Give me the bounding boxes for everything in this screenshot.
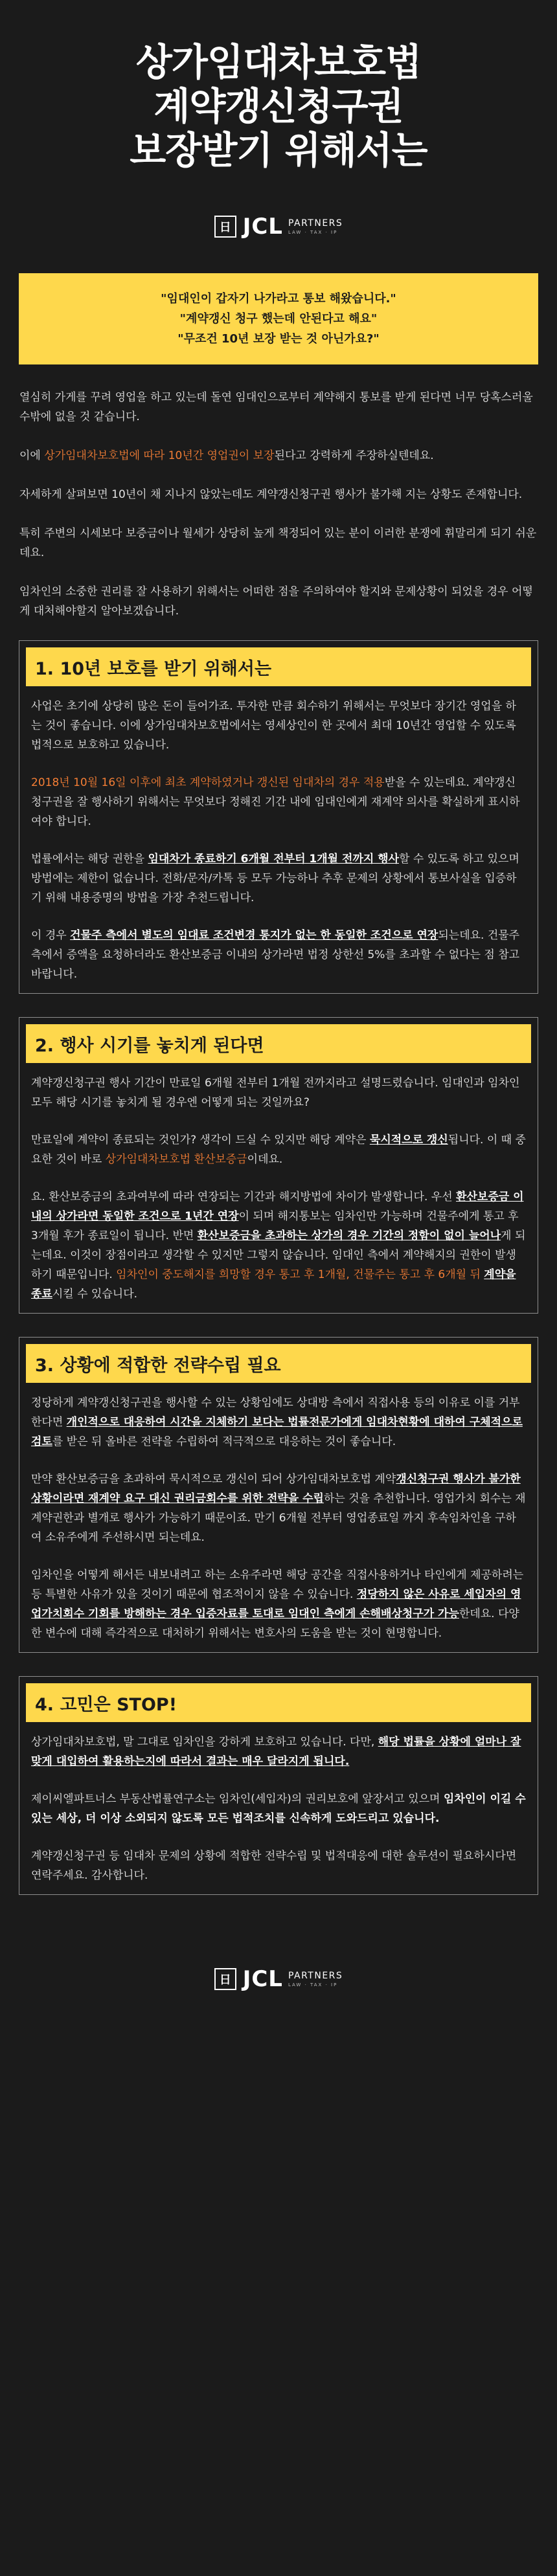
intro-paragraph-4: 특히 주변의 시세보다 보증금이나 월세가 상당히 높게 책정되어 있는 분이 이러한 분쟁에 휘말리게 되기 쉬운데요. xyxy=(19,527,537,559)
text-span: 하는 것을 추천합니다. 영업가치 회수는 재계약권한과 별개로 행사가 가능하기 때문이죠. 만기 6개월 전부터 영업종료일 까지 후속임차인을 구하여 소유주에게 주선하시면 되는데요. xyxy=(31,1492,526,1544)
text-span: 요. 환산보증금의 초과여부에 따라 연장되는 기간과 해지방법에 차이가 발생합니다. 우선 xyxy=(31,1191,457,1204)
underlined-text: 임대차가 종료하기 6개월 전부터 1개월 전까지 행사 xyxy=(148,853,400,866)
text-span: 임차인을 어떻게 해서든 내보내려고 하는 소유주라면 해당 공간을 직접사용하거나 타인에게 제공하려는 등 특별한 사유가 있을 것이기 때문에 협조적이지 않을 수 있습니다. xyxy=(31,1569,524,1601)
intro-paragraph-5: 임차인의 소중한 권리를 잘 사용하기 위해서는 어떠한 점을 주의하여야 할지와 문제상황이 되었을 경우 어떻게 대처해야할지 알아보겠습니다. xyxy=(19,585,533,618)
section-2-body xyxy=(19,1063,538,1304)
section-1-title: 1. 10년 보호를 받기 위해서는 xyxy=(35,658,272,679)
s1-paragraph-2 xyxy=(31,773,526,831)
text-span: 시킬 수 있습니다. xyxy=(52,1288,138,1301)
highlight-text: 상가임대차보호법 환산보증금 xyxy=(105,1153,247,1166)
text-span: 이데요. xyxy=(247,1153,283,1166)
text-span: 를 받은 뒤 올바른 전략을 수립하여 적극적으로 대응하는 것이 좋습니다. xyxy=(52,1435,396,1448)
text-span: 법률에서는 해당 권한을 xyxy=(31,853,148,866)
text-span: 됩니다. 이 때 중요한 것이 바로 xyxy=(31,1134,526,1166)
text-span: 만약 환산보증금을 초과하여 묵시적으로 갱신이 되어 상가임대차보호법 계약 xyxy=(31,1473,396,1486)
text-span: 이 경우 xyxy=(31,929,71,942)
title-line-2: 계약갱신청구권 xyxy=(153,84,404,128)
section-4 xyxy=(19,1676,538,1895)
section-4-title: 4. 고민은 STOP! xyxy=(35,1694,177,1715)
text-span: 만료일에 계약이 종료되는 것인가? 생각이 드실 수 있지만 해당 계약은 xyxy=(31,1134,370,1147)
text-span: 한데요. 다양한 변수에 대해 즉각적으로 대처하기 위해서는 변호사의 도움을 받는 것이 현명합니다. xyxy=(31,1607,519,1640)
logo-mark-icon: 日 xyxy=(214,1968,236,1990)
intro-paragraph-1: 열심히 가게를 꾸려 영업을 하고 있는데 돌연 임대인으로부터 계약해지 통보를 받게 된다면 너무 당혹스러울 수밖에 없을 것 같습니다. xyxy=(19,391,533,423)
text-span: 정당하게 계약갱신청구권을 행사할 수 있는 상황임에도 상대방 측에서 직접사용 등의 이유로 이를 거부한다면 xyxy=(31,1396,520,1429)
logo-name: JCL xyxy=(242,1966,283,1992)
s2-paragraph-3 xyxy=(31,1187,526,1304)
section-1-header xyxy=(26,647,531,686)
spacer xyxy=(0,1314,557,1337)
section-1 xyxy=(19,640,538,994)
s2-paragraph-2 xyxy=(31,1130,526,1169)
logo-tagline: LAW · TAX · IP xyxy=(288,230,338,235)
highlight-text: 임차인이 이길 수 있는 세상, 더 이상 소외되지 않도록 모든 법적조치를 신속하게 도와드리고 있습니다. xyxy=(31,1793,526,1825)
s4-paragraph-1 xyxy=(31,1732,526,1771)
section-2-title: 2. 행사 시기를 놓치게 된다면 xyxy=(35,1035,264,1056)
spacer xyxy=(0,1653,557,1676)
section-4-body xyxy=(19,1722,538,1885)
jcl-logo xyxy=(0,214,557,240)
logo-sub xyxy=(288,1971,343,1988)
text-span: 된다고 강력하게 주장하실텐데요. xyxy=(274,449,434,462)
hero xyxy=(0,0,557,240)
underlined-text: 정당하지 않은 사유로 세입자의 영업가치회수 기회를 방해하는 경우 입증자료를 토대로 임대인 측에게 손해배상청구가 가능 xyxy=(31,1588,521,1620)
s4-paragraph-3: 계약갱신청구권 등 임대차 문제의 상황에 적합한 전략수립 및 법적대응에 대한 솔루션이 필요하시다면 연락주세요. 감사합니다. xyxy=(31,1850,517,1882)
s3-paragraph-1 xyxy=(31,1393,526,1451)
quote-box xyxy=(19,273,538,364)
underlined-text: 환산보증금 이내의 상가라면 동일한 조건으로 1년간 연장 xyxy=(31,1191,524,1223)
text-span: 제이씨엘파트너스 부동산법률연구소는 임차인(세입자)의 권리보호에 앞장서고 있으며 xyxy=(31,1793,444,1806)
s2-paragraph-1: 계약갱신청구권 행사 기간이 만료일 6개월 전부터 1개월 전까지라고 설명드렸습니다. 임대인과 임차인 모두 해당 시기를 놓치게 될 경우엔 어떻게 되는 것일까요? xyxy=(31,1077,520,1109)
logo-name: JCL xyxy=(242,214,283,240)
text-span: 되는데요. 건물주 측에서 증액을 요청하더라도 환산보증금 이내의 상가라면 법정 상한선 5%를 초과할 수 없다는 점 참고바랍니다. xyxy=(31,929,520,981)
text-span: 받을 수 있는데요. 계약갱신청구권을 잘 행사하기 위해서는 무엇보다 정해진 기간 내에 임대인에게 재계약 의사를 확실하게 표시하여야 합니다. xyxy=(31,776,520,828)
quote-2: "계약갱신 청구 했는데 안된다고 해요" xyxy=(179,312,378,326)
logo-partners: PARTNERS xyxy=(288,1971,343,1981)
s1-paragraph-3 xyxy=(31,849,526,908)
underlined-text: 해당 법률을 상황에 얼마나 잘 맞게 대입하여 활용하는지에 따라서 결과는 매우 달라지게 됩니다. xyxy=(31,1736,521,1768)
underlined-text: 환산보증금을 초과하는 상가의 경우 기간의 정함이 없이 늘어나 xyxy=(197,1229,501,1242)
section-4-header xyxy=(26,1683,531,1722)
logo-sub xyxy=(288,218,343,235)
page-title xyxy=(0,40,557,172)
underlined-text: 갱신청구권 행사가 불가한 상황이라면 재계약 요구 대신 권리금회수를 위한 전략을 수립 xyxy=(31,1473,521,1505)
text-span: 이 되며 해지통보는 임차인만 가능하며 건물주에게 통고 후 3개월 후가 종료일이 됩니다. 반면 xyxy=(31,1210,519,1242)
text-span: 이에 xyxy=(19,449,45,462)
intro-paragraph-2 xyxy=(19,446,538,465)
section-2-header xyxy=(26,1024,531,1063)
logo-partners: PARTNERS xyxy=(288,218,343,229)
text-span: 게 되는데요. 이것이 장점이라고 생각할 수 있지만 그렇지 않습니다. 임대인 측에서 계약해지의 권한이 발생하기 때문입니다. xyxy=(31,1229,526,1281)
quote-1: "임대인이 갑자기 나가라고 통보 해왔습니다." xyxy=(161,292,396,306)
highlight-text: 2018년 10월 16일 이후에 최초 계약하였거나 갱신된 임대차의 경우 적용 xyxy=(31,776,385,789)
footer xyxy=(0,1966,557,1992)
title-line-3: 보장받기 위해서는 xyxy=(130,128,427,172)
title-line-1: 상가임대차보호법 xyxy=(135,40,422,84)
text-span: 상가임대차보호법, 말 그대로 임차인을 강하게 보호하고 있습니다. 다만, xyxy=(31,1736,378,1749)
spacer xyxy=(0,994,557,1017)
s1-paragraph-1: 사업은 초기에 상당히 많은 돈이 들어가죠. 투자한 만큼 회수하기 위해서는 무엇보다 장기간 영업을 하는 것이 좋습니다. 이에 상가임대차보호법에서는 영세상인이 한 곳에서 최대 10년간 영업할 수 있도록 법적으로 보호하고 있습니다. xyxy=(31,700,516,752)
quote-3: "무조건 10년 보장 받는 것 아닌가요?" xyxy=(177,332,380,346)
section-2 xyxy=(19,1017,538,1314)
highlight-text: 임차인이 중도해지를 희망할 경우 통고 후 1개월, 건물주는 통고 후 6개월 뒤 xyxy=(116,1268,484,1281)
logo-tagline: LAW · TAX · IP xyxy=(288,1982,338,1988)
section-3 xyxy=(19,1337,538,1653)
highlight-text: 상가임대차보호법에 따라 10년간 영업권이 보장 xyxy=(44,449,275,462)
highlight-underlined-text: 계약을 종료 xyxy=(31,1268,516,1301)
section-3-header xyxy=(26,1344,531,1383)
underlined-text: 개인적으로 대응하여 시간을 지체하기 보다는 법률전문가에게 임대차현황에 대하여 구체적으로 검토 xyxy=(31,1416,523,1448)
s3-paragraph-3 xyxy=(31,1565,526,1643)
logo-mark-icon: 日 xyxy=(214,216,236,238)
underlined-text: 묵시적으로 갱신 xyxy=(369,1134,448,1147)
section-1-body xyxy=(19,686,538,984)
intro xyxy=(0,364,557,621)
s4-paragraph-2 xyxy=(31,1789,526,1828)
underlined-text: 건물주 측에서 별도의 임대료 조건변경 통지가 없는 한 동일한 조건으로 연장 xyxy=(70,929,438,942)
intro-paragraph-3: 자세하게 살펴보면 10년이 채 지나지 않았는데도 계약갱신청구권 행사가 불가해 지는 상황도 존재합니다. xyxy=(19,488,523,501)
section-3-title: 3. 상황에 적합한 전략수립 필요 xyxy=(35,1355,281,1376)
s3-paragraph-2 xyxy=(31,1470,526,1547)
section-3-body xyxy=(19,1383,538,1643)
footer-logo xyxy=(0,1966,557,1992)
text-span: 할 수 있도록 하고 있으며 방법에는 제한이 없습니다. 전화/문자/카톡 등 모두 가능하나 추후 문제의 상황에서 통보사실을 입증하기 위해 내용증명의 방법을 가장 추천드립니다. xyxy=(31,853,519,904)
s1-paragraph-4 xyxy=(31,926,526,984)
